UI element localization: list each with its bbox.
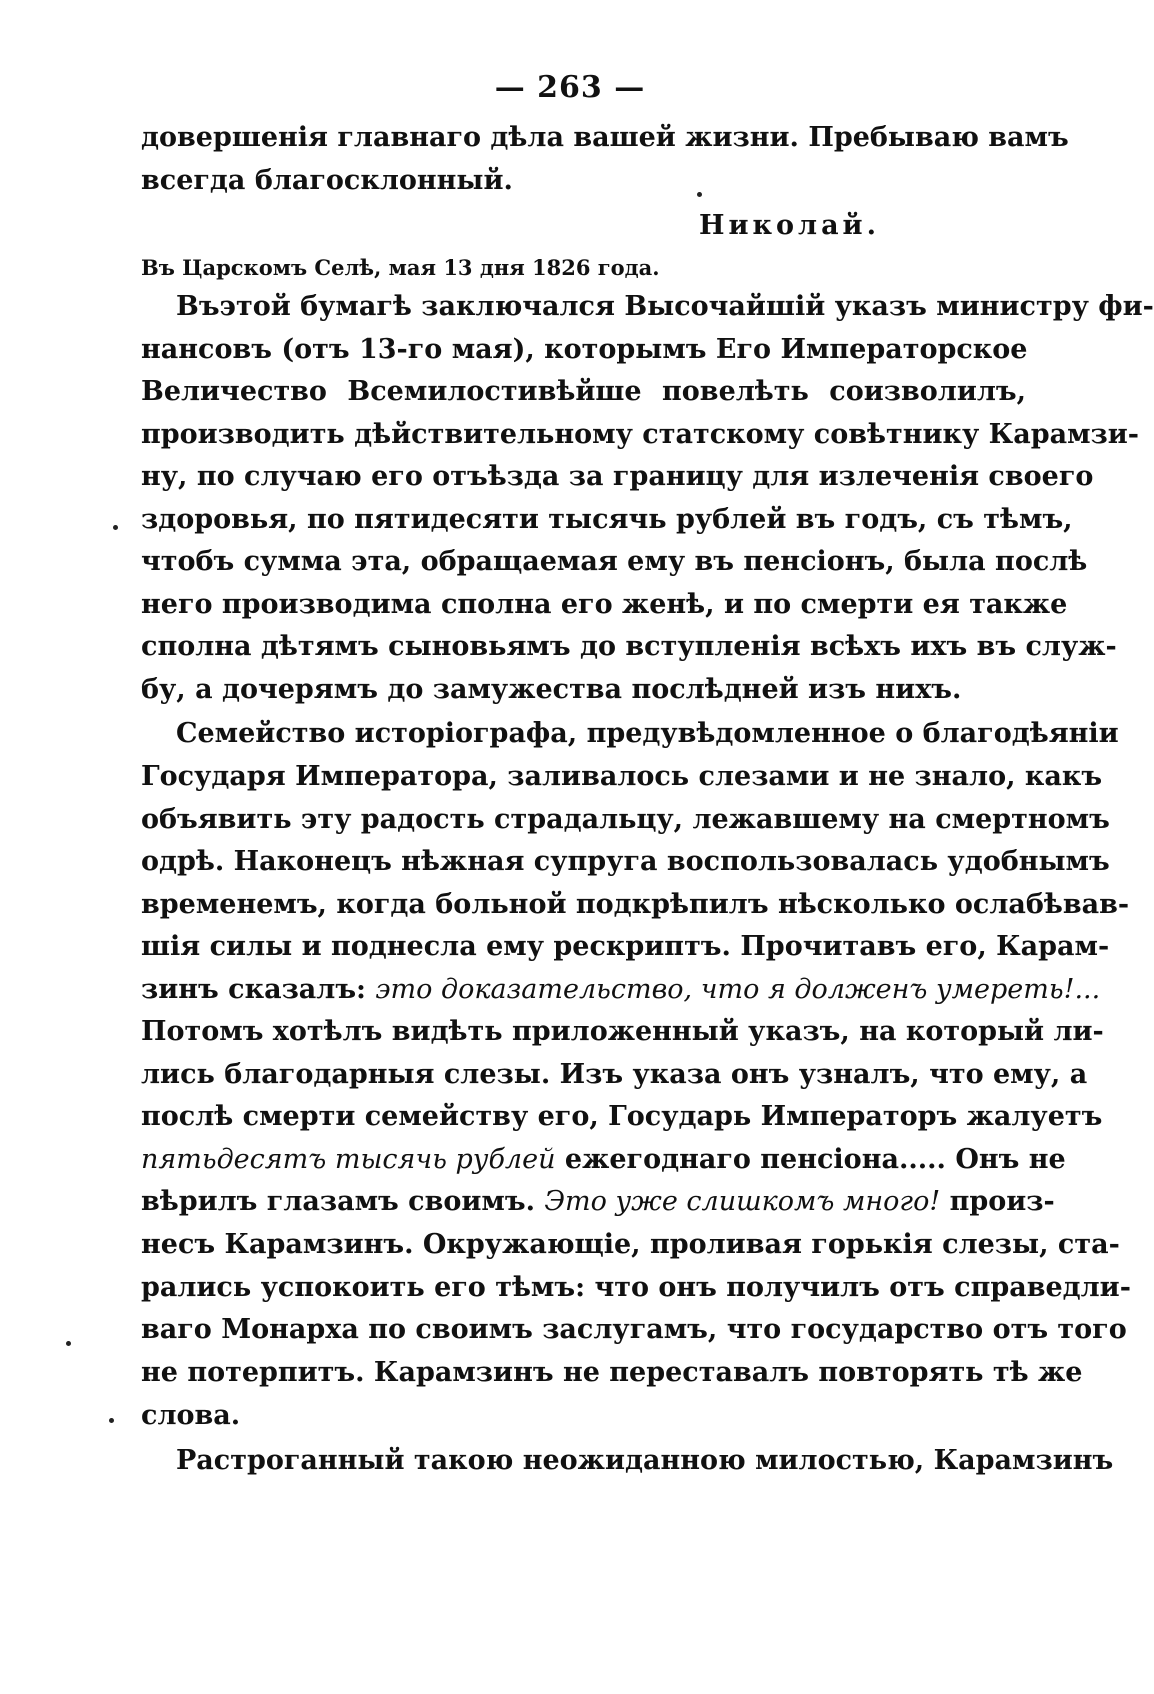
text-line: производить дѣйствительному статскому совѣтнику Карамзи- <box>141 419 1140 450</box>
italic-quote: это доказательство, что я долженъ умереть!... <box>375 974 1101 1005</box>
text-segment: зинъ сказалъ: <box>141 974 376 1005</box>
text-line: нансовъ (отъ 13-го мая), которымъ Его Императорское <box>141 334 1028 365</box>
text-line <box>141 1178 1055 1226</box>
text-line: слова. <box>141 1400 241 1431</box>
text-line: несъ Карамзинъ. Окружающіе, проливая горькія слезы, ста- <box>141 1229 1120 1260</box>
text-line: Семейство исторіографа, предувѣдомленное о благодѣяніи <box>176 718 1119 749</box>
text-line: ваго Монарха по своимъ заслугамъ, что государство отъ того <box>141 1314 1127 1345</box>
dateline: Въ Царскомъ Селѣ, мая 13 дня 1826 года. <box>141 255 660 280</box>
text-line <box>141 966 1101 1014</box>
text-line: одрѣ. Наконецъ нѣжная супруга воспользовалась удобнымъ <box>141 846 1110 877</box>
text-line: Величество Всемилостивѣйше повелѣть соизволилъ, <box>141 376 1026 407</box>
text-line: временемъ, когда больной подкрѣпилъ нѣсколько ослабѣвав- <box>141 889 1130 920</box>
text-line: шія силы и поднесла ему рескриптъ. Прочитавъ его, Карам- <box>141 931 1110 962</box>
text-line: бу, а дочерямъ до замужества послѣдней изъ нихъ. <box>141 674 962 705</box>
text-line: Потомъ хотѣлъ видѣть приложенный указъ, на который ли- <box>141 1016 1104 1047</box>
text-line: довершенія главнаго дѣла вашей жизни. Пребываю вамъ <box>141 122 1069 153</box>
scan-speck <box>109 1418 114 1423</box>
text-segment: вѣрилъ глазамъ своимъ. <box>141 1186 545 1217</box>
text-line: объявить эту радость страдальцу, лежавшему на смертномъ <box>141 804 1110 835</box>
text-line: ну, по случаю его отъѣзда за границу для излеченія своего <box>141 461 1094 492</box>
text-line: лись благодарныя слезы. Изъ указа онъ узналъ, что ему, а <box>141 1059 1088 1090</box>
signature: Николай. <box>698 210 880 241</box>
text-line: здоровья, по пятидесяти тысячь рублей въ годъ, съ тѣмъ, <box>141 504 1073 535</box>
text-segment: ежегоднаго пенсіона..... Онъ не <box>555 1144 1066 1175</box>
text-line: послѣ смерти семейству его, Государь Императоръ жалуетъ <box>141 1101 1103 1132</box>
text-line: него производима сполна его женѣ, и по смерти ея также <box>141 589 1068 620</box>
text-line <box>141 1136 1066 1184</box>
text-segment: произ- <box>940 1186 1055 1217</box>
text-line: Растроганный такою неожиданною милостью, Карамзинъ <box>176 1445 1114 1476</box>
text-line: Государя Императора, заливалось слезами и не знало, какъ <box>141 761 1103 792</box>
italic-quote: пятьдесятъ тысячь рублей <box>141 1144 556 1175</box>
text-line: всегда благосклонный. <box>141 165 513 196</box>
scan-speck <box>113 525 118 530</box>
text-line: сполна дѣтямъ сыновьямъ до вступленія всѣхъ ихъ въ служ- <box>141 631 1117 662</box>
italic-quote: Это уже слишкомъ много! <box>544 1186 941 1217</box>
scan-speck <box>697 192 702 197</box>
text-line: Въэтой бумагѣ заключался Высочайшій указъ министру фи- <box>176 291 1154 322</box>
text-line: не потерпитъ. Карамзинъ не переставалъ повторять тѣ же <box>141 1357 1083 1388</box>
scan-speck <box>66 1341 71 1346</box>
page-number: — 263 — <box>494 70 646 105</box>
text-line: рались успокоить его тѣмъ: что онъ получилъ отъ справедли- <box>141 1272 1131 1303</box>
text-line: чтобъ сумма эта, обращаемая ему въ пенсіонъ, была послѣ <box>141 546 1088 577</box>
